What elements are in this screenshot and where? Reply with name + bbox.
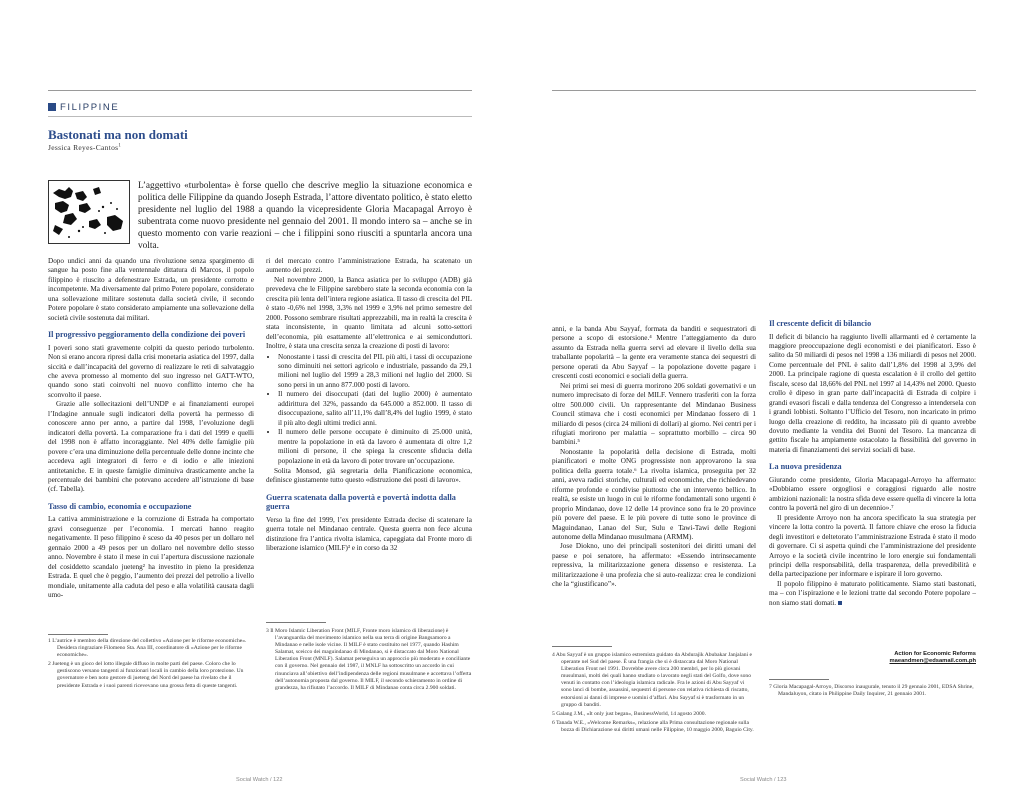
footnotes-col4	[769, 684, 976, 700]
footnote-7: 7 Gloria Macapagal-Arroyo, Discorso inaugurale, tenuto il 29 gennaio 2001, EDSA Shrine, Mandaluyon, citato in Philippine Daily Inquirer, 21 gennaio 2001.	[769, 684, 974, 698]
footnote-1: 1 L’autrice è membro della direzione del collettivo «Azione per le riforme economiche». Desidera ringraziare Filomeno Sta. Ana III, coordinatore di «Azione per le riforme economiche».	[48, 638, 247, 659]
article-author	[48, 143, 121, 152]
section-square-icon	[48, 103, 56, 111]
signature-email: maeandmen@edsamail.com.ph	[889, 658, 976, 665]
footnote-rule-col4	[769, 679, 829, 680]
map-icon	[49, 181, 129, 243]
col4-heading-2: La nuova presidenza	[769, 462, 842, 472]
page-folio-left: Social Watch / 122	[236, 777, 283, 783]
footnote-6: 6 Tanada W.E., «Welcome Remarks», relazione alla Prima consultazione regionale sulla bozza di Dichiarazione sui diritti umani nelle Filippine, 10 maggio 2000, Baguio City.	[552, 719, 754, 733]
col1-heading-1: Il progressivo peggioramento della condizione dei poveri	[48, 330, 246, 340]
col3-paragraph-1: anni, e la banda Abu Sayyaf, formata da banditi e sequestratori di persone a scopo di estorsione.⁴ Mentre l’atteggiamento da duro assunto da Estrada nella guerra servì ad elevare il livello della sua traballante popolarità – la gente era veramente stanca dei sequestri di persone operati da Abu Sayyaf – la popolazione dovette pagare i crescenti costi economici e sociali della guerra.	[552, 325, 756, 381]
col2-paragraph-2: Nel novembre 2000, la Banca asiatica per lo sviluppo (ADB) già prevedeva che le Filippine sarebbero state la seconda economia con la crescita più lenta dell’intera regione asiatica. Il tasso di crescita del PIL è stato -0,6% nel 1998, 3,3% nel 1999 e 3,9% nel primo semestre del 2000. Possono sembrare risultati apprezzabili, ma in realtà la crescita è stata inconsistente, in quanto limitata ad alcuni sotto-settori dell’economia, più esattamente all’elettronica e ai semiconduttori. Inoltre, è stata una crescita senza la creazione di posti di lavoro:	[266, 275, 472, 351]
footnote-rule-col2	[266, 622, 326, 623]
col2-paragraph-1: ri del mercato contro l’amministrazione Estrada, ha scatenato un aumento dei prezzi.	[266, 257, 472, 275]
col4-heading-1: Il crescente deficit di bilancio	[769, 319, 872, 328]
col2-bullet-3: • Il numero delle persone occupate è diminuito di 25.000 unità, mentre la popolazione in età da lavoro è aumentata di oltre 1,2 milioni di persone, il che spiega la crescente sfiducia della popolazione in età da lavoro di poter trovare un’occupazione.	[278, 428, 472, 466]
signature-block	[769, 651, 976, 666]
signature-organization: Action for Economic Reforms	[894, 651, 976, 657]
author-name: Jessica Reyes-Cantos	[48, 143, 119, 152]
col3-paragraph-4: Jose Diokno, uno dei principali sostenitori dei diritti umani del paese e poi senatore, ha affermato: «Essendo intrinsecamente repressiva, la militarizzazione genera dissenso e resistenza. La militarizzazione è una profezia che si auto-realizza: crea le condizioni che la “giustificano”».	[552, 542, 756, 589]
col4-paragraph-1: Il deficit di bilancio ha raggiunto livelli allarmanti ed è certamente la maggiore preoccupazione degli economisti e dei pianificatori. Esso è salito da 50 miliardi di pesos nel 1998 a 136 miliardi di pesos nel 2000. Come percentuale del PNL è salito dall’1,8% del 1998 al 3,9% del 2000. La principale ragione di questa escalation è il crollo del gettito fiscale, sceso dal 18,66% del PNL nel 1997 al 14,43% nel 2000. Questo crollo è dipeso in gran parte dall’incapacità di Estrada di colpire i grandi evasori fiscali e dalla tendenza del Congresso a intendersela con i grandi lobbisti. Soltanto l’Ufficio del Tesoro, non incaricato in primo luogo della creazione di reddito, ha incassato più di quanto avrebbe dovuto mediante la vendita dei Buoni del Tesoro. La mancanza di gettito fiscale ha ampiamente ostacolato la flessibilità del governo in materia di finanziamenti dei servizi sociali di base.	[769, 332, 976, 454]
footnotes-col3	[552, 652, 756, 736]
col1-heading-2: Tasso di cambio, economia e occupazione	[48, 501, 192, 511]
col1-paragraph-3: Grazie alle sollecitazioni dell’UNDP e ai finanziamenti europei l’Indagine annuale sugli indicatori della povertà ha permesso di conoscere anno per anno, a partire dal 1998, l’evoluzione degli indicatori della povertà. La comparazione fra i dati del 1999 e quelli del 1998 non è affatto incoraggiante. Nel 40% delle famiglie più povere c’era una diminuzione della percentuale delle donne incinte che accedeva agli integratori di ferro e di iodio e alle iniezioni antitetaniche. E in queste famiglie diminuiva drasticamente anche la percentuale dei bambini che potevano accedere all’istruzione di base (cf. Tabella).	[48, 400, 254, 494]
footnote-rule-col3	[552, 646, 612, 647]
author-footnote-ref: 1	[118, 143, 122, 149]
section-label	[48, 102, 119, 113]
column-1	[48, 257, 254, 601]
col1-paragraph-1: Dopo undici anni da quando una rivoluzione senza spargimento di sangue ha posto fine alla ventennale dittatura di Marcos, il popolo filippino è riuscito a defenestrare Estrada, un presidente corrotto e incompetente. Ma diversamente dal primo Potere popolare, considerato una sollevazione militare sostenuta dalla società civile, il secondo Potere popolare è stato considerato ampiamente una sollevazione della società civile sostenuta dai militari.	[48, 257, 254, 322]
page-folio-right: Social Watch / 123	[740, 777, 787, 783]
section-rule	[48, 116, 472, 117]
column-3	[552, 325, 756, 590]
footnote-4: 4 Abu Sayyaf è un gruppo islamico estremista guidato da Abdurajik Abubakar Janjalani e operante nel Sud del paese. È una frangia che si è distaccata dal Moro National Liberation Front nel 1991. Dovrebbe avere circa 200 membri, per lo più giovani musulmani, molti dei quali hanno studiato o lavorato negli stati del Golfo, dove sono venuti in contatto con l’ideologia islamica radicale. Fra le azioni di Abu Sayyaf vi sono lanci di bombe, assassini, sequestri di persone con relativa richiesta di riscatto, estorsioni ai danni di imprese e uomini d’affari. Abu Sayyaf si è trasformato in un gruppo di banditi.	[552, 652, 752, 708]
article-lead: L’aggettivo «turbolenta» è forse quello che descrive meglio la situazione economica e politica delle Filippine da quando Joseph Estrada, l’attore diventato politico, è stato eletto presidente nel luglio del 1988 a quando la vicepresidente Gloria Macapagal Arroyo è subentrata come nuovo presidente nel gennaio del 2001. Il mondo intero sa – anche se in questo momento con varie reazioni – che i filippini sono riusciti a spuntarla ancora una volta.	[138, 181, 472, 252]
col2-paragraph-4: Verso la fine del 1999, l’ex presidente Estrada decise di scatenare la guerra totale nel Mindanao centrale. Questa guerra non fece alcuna distinzione fra l’antica rivolta islamica, capeggiata dal Fronte moro di liberazione islamico (MILF)³ e in corso da 32	[266, 515, 472, 553]
header-rule-right	[552, 90, 976, 91]
col2-bullet-list	[266, 353, 472, 466]
col1-paragraph-2: I poveri sono stati gravemente colpiti da questo periodo turbolento. Non si erano ancora ripresi dalla crisi monetaria asiatica del 1997, dalla siccità e dall’incapacità del governo di realizzare le reti di salvataggio che aveva promesso al momento del suo ingresso nel GATT-WTO, quando sono stati coinvolti nel nuovo conflitto interno che ha sconvolto il paese.	[48, 343, 254, 399]
col4-paragraph-4-text: Il popolo filippino è maturato politicamente. Siamo stati bastonati, ma – con l’ispirazione e le lezioni tratte dal secondo Potere popolare – non siamo stati domati.	[769, 579, 976, 607]
footnotes-col2	[266, 628, 472, 694]
header-rule-left	[48, 90, 472, 91]
article-title: Bastonati ma non domati	[48, 127, 188, 142]
col3-paragraph-3: Nonostante la popolarità della decisione di Estrada, molti pianificatori e molte ONG progressiste non approvarono la sua politica della guerra totale.⁶ La rivolta islamica, proseguita per 32 anni, aveva radici storiche, culturali ed economiche, che richiedevano riforme profonde e condivise piuttosto che un intervento bellico. In realtà, se esiste un luogo in cui le riforme fondamentali sono urgenti è proprio Mindanao, dove 12 delle 14 province sono fra le 20 province più povere del paese. E le più povere di tutte sono le province di Maguindanao, Lanao del Sur, Sulu e Tawi-Tawi delle Regioni autonome della Mindanao musulmana (ARMM).	[552, 447, 756, 541]
philippines-map	[48, 180, 130, 244]
col2-bullet-1: • Nonostante i tassi di crescita del PIL più alti, i tassi di occupazione sono diminuiti nei settori agricolo e industriale, passando da 29,1 milioni nel luglio del 1999 a 28,3 milioni nel luglio del 2000. Si sono persi in un anno 877.000 posti di lavoro.	[278, 353, 472, 391]
column-4	[769, 319, 976, 608]
col2-heading-1: Guerra scatenata dalla povertà e povertà indotta dalla guerra	[266, 492, 456, 512]
footnote-rule-col1	[48, 634, 108, 635]
col2-paragraph-3: Solita Monsod, già segretaria della Pianificazione economica, definisce giustamente tutto questo «distruzione dei posti di lavoro».	[266, 466, 472, 485]
end-of-article-icon	[838, 601, 842, 605]
col1-paragraph-4: La cattiva amministrazione e la corruzione di Estrada ha comportato gravi conseguenze per l’economia. I mercati hanno reagito negativamente. Il peso filippino è sceso da 40 pesos per un dollaro nel gennaio 2000 a 49 pesos per un dollaro nel novembre dello stesso anno. Novembre è stato il mese in cui l’apertura discussione nazionale del cosiddetto scandalo jueteng² ha investito in pieno la presidenza Estrada. E quel che è peggio, l’aumento dei prezzi del petrolio a livello mondiale, unitamente alla caduta del peso e alla volatilità causata dagli umo-	[48, 515, 254, 600]
column-2	[266, 257, 472, 554]
col2-bullet-2: • Il numero dei disoccupati (dati del luglio 2000) è aumentato addirittura del 32%, passando da 645.000 a 852.000. Il tasso di disoccupazione, salito all’11,1% dall’8,4% del luglio 1999, è stato il più alto degli ultimi tredici anni.	[278, 390, 472, 428]
footnote-2: 2 Jueteng è un gioco del lotto illegale diffuso in molte parti del paese. Coloro che lo gestiscono versano tangenti ai funzionari locali in cambio della loro protezione. Un governatore e ben noto gestore di jueteng del Nord del paese ha rivelato che il presidente Estrada e i suoi parenti ricevevano una grossa fetta di queste tangenti.	[48, 661, 244, 689]
footnote-5: 5 Galang J.M., «It only just began», BusinessWorld, 14 agosto 2000.	[552, 710, 706, 717]
footnotes-col1	[48, 638, 254, 692]
col4-paragraph-2: Giurando come presidente, Gloria Macapagal-Arroyo ha affermato: «Dobbiamo essere orgogliosi e coraggiosi riguardo alle nostre ambizioni nazionali: la nostra sfida deve essere quella di vincere la lotta contro la povertà nel giro di un decennio».⁷	[769, 475, 976, 513]
footnote-3: 3 Il Moro Islamic Liberation Front (MILF, Fronte moro islamico di liberazione) è l’avanguardia del movimento islamico nella sua terra di origine Bangsamoro a Mindanao e nelle isole vicine. Il MILF è stato costituito nel 1977, quando Hashim Salamat, sceicco dei maguindanao di Mindanao, si è distaccato dal Moro National Liberation Front (MNLF). Salamat perseguiva un approccio più moderato e conciliante con il governo. Nel gennaio del 1987, il MNLF ha sottoscritto un accordo in cui rinunciava all’obiettivo dell’indipendenza delle regioni musulmane e accettava l’offerta dell’autonomia proposta dal governo. Il MILF, il secondo schieramento in ordine di grandezza, ha rifiutato l’accordo. Il MILF di Mindanao conta circa 2.900 soldati.	[266, 628, 472, 691]
section-name: FILIPPINE	[60, 102, 120, 113]
col4-paragraph-3: Il presidente Arroyo non ha ancora specificato la sua strategia per vincere la lotta contro la povertà. Il fattore chiave che eroso la fiducia degli investitori e deltetorato l’amministrazione Estrada è stato il modo di governare. Ci si aspetta quindi che l’amministrazione del presidente Arroyo e la società civile incentrino le loro energie sui fondamentali principi della responsabilità, della trasparenza, della prevedibilità e della partecipazione per informare e ispirare il loro governo.	[769, 513, 976, 579]
col3-paragraph-2: Nei primi sei mesi di guerra morirono 206 soldati governativi e un numero imprecisato di forze del MILF. Vennero trasferiti con la forza oltre 500.000 civili. Un rappresentante del Mindanao Business Council stimava che i costi economici per Mindanao fossero di 1 miliardo di pesos (circa 24 milioni di dollari) al giorno. Nei centri per i rifugiati morirono per malattia – soprattutto morbillo – circa 90 bambini.⁵	[552, 381, 756, 447]
col4-paragraph-4	[769, 580, 976, 608]
